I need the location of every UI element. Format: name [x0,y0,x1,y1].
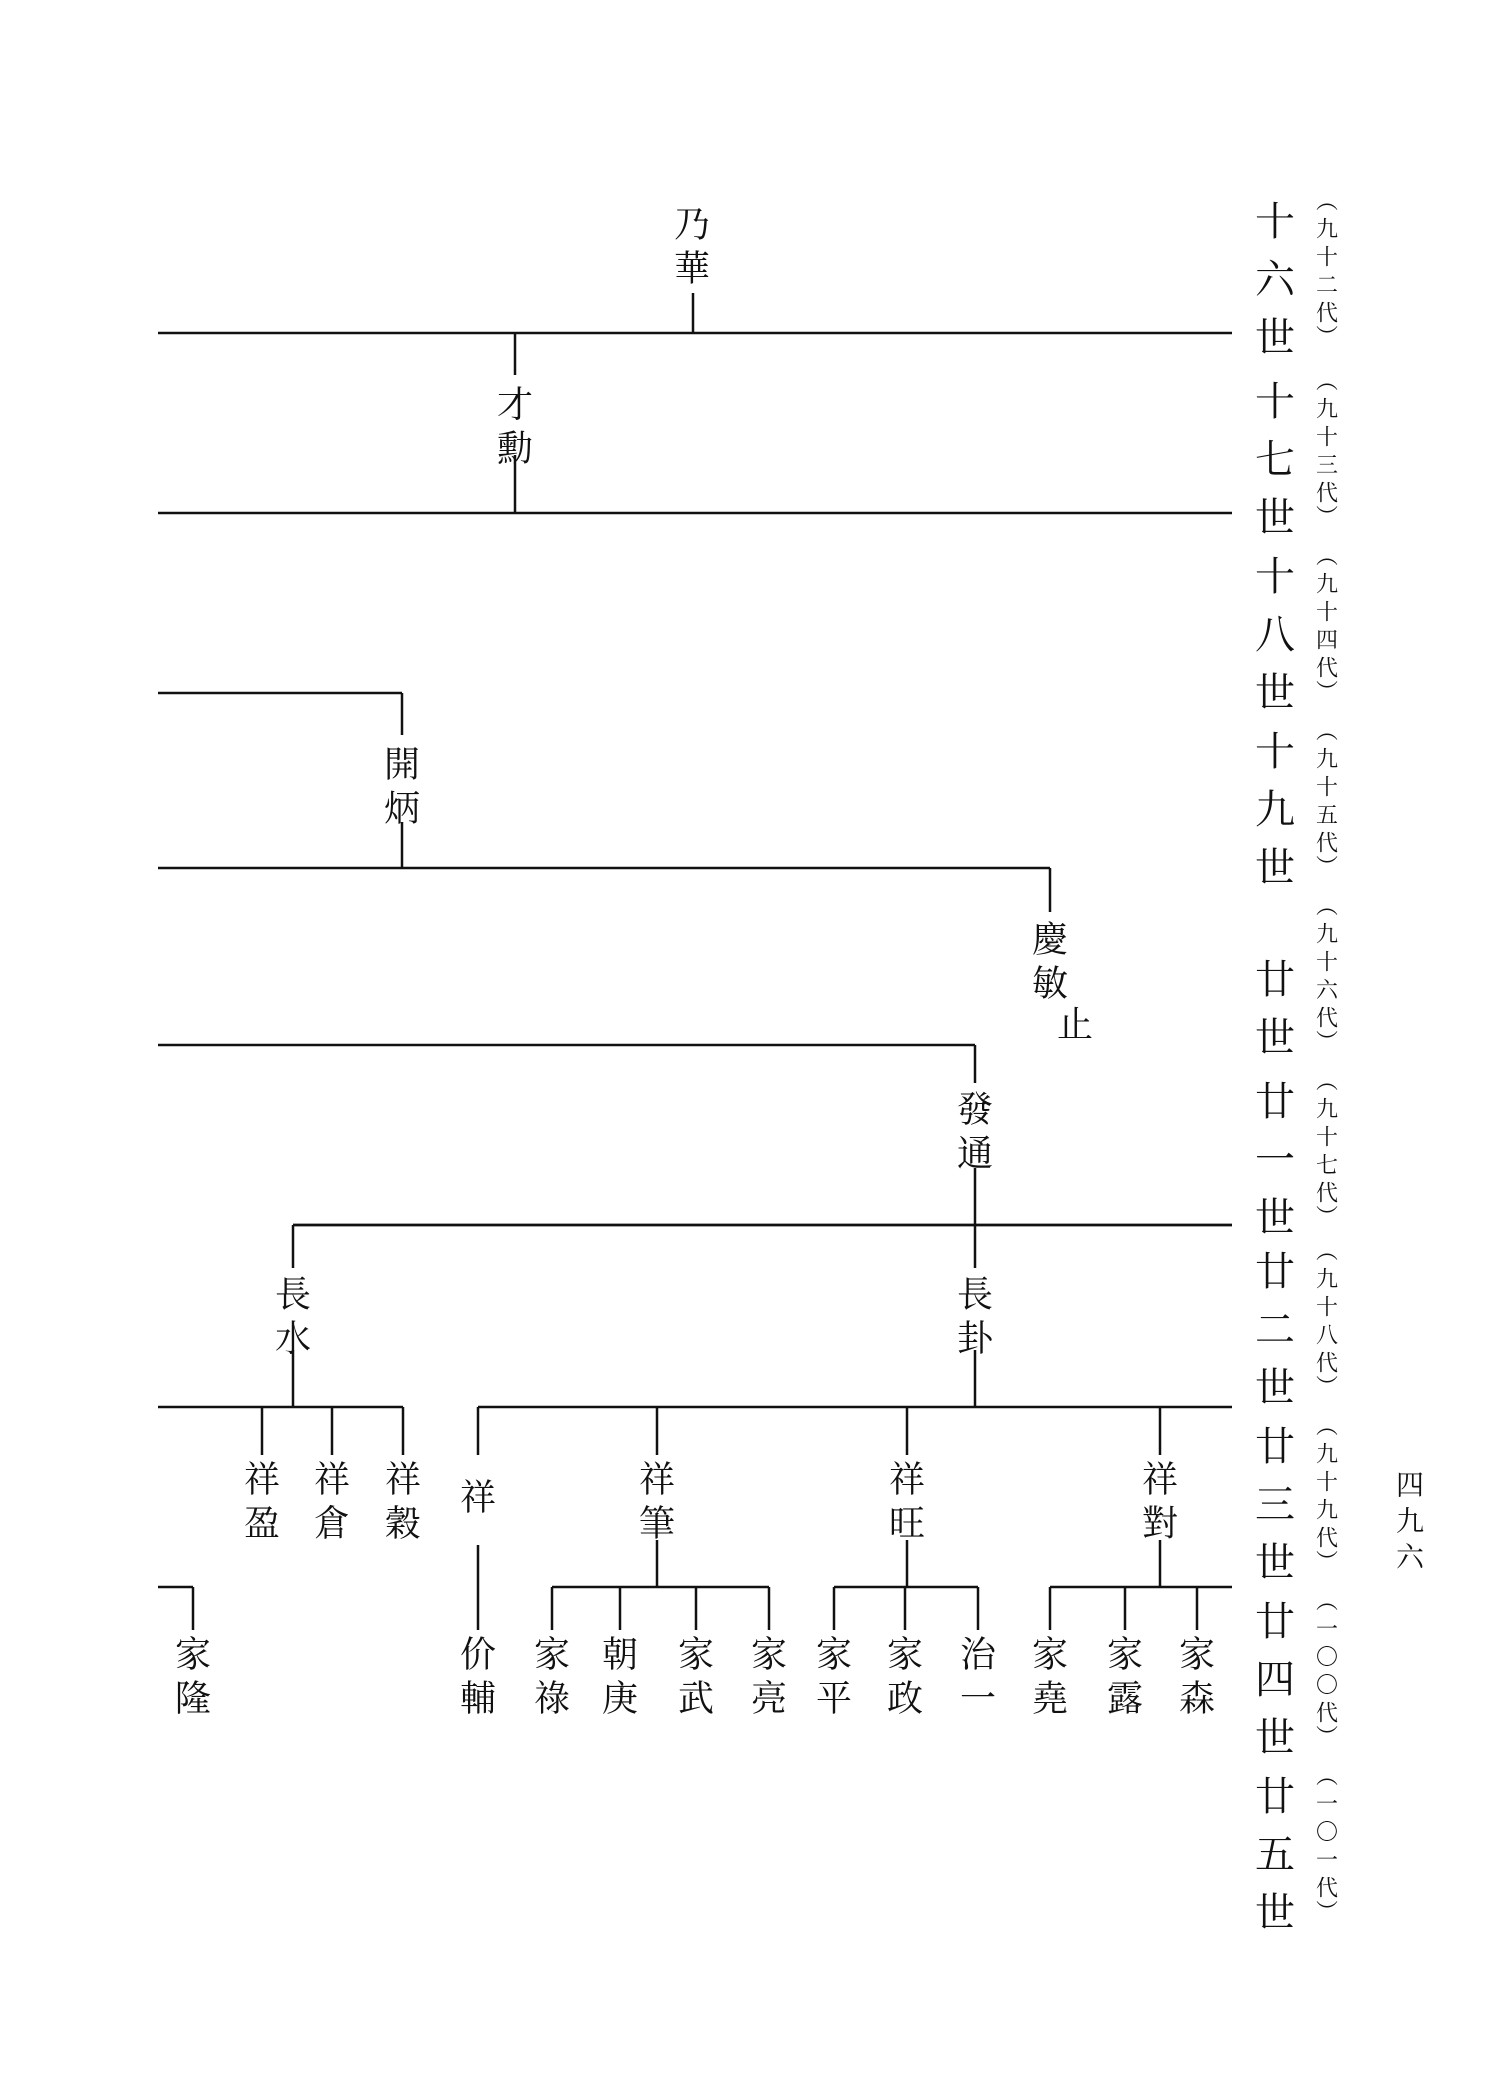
member-name [384,745,420,830]
paren-close [1316,1206,1338,1231]
member-name-char: 家 [1031,1634,1069,1676]
dai-text-char: 〇 [1315,1820,1339,1846]
generation-label-char: 世 [1255,1540,1295,1586]
dai-text-char: 十 [1315,1295,1339,1321]
paren-open-char: ︵ [1315,369,1339,395]
dai-text-char: 五 [1315,803,1339,829]
member-name [751,1635,787,1720]
member-name-char: 朝 [601,1634,639,1676]
member-name-char: 祥 [888,1459,926,1501]
dai-text-char: 二 [1315,273,1339,299]
paren-close-char: ︶ [1315,325,1339,351]
dai-text [1316,218,1338,327]
dai-text-char: 十 [1315,1125,1339,1151]
dai-text-char: 十 [1315,950,1339,976]
member-name-char: 長 [956,1274,994,1316]
member-name-char: 華 [673,248,711,290]
dai-text-char: 九 [1315,572,1339,598]
generation-label [1255,554,1295,716]
paren-close [1316,1901,1338,1926]
generation-dai-label [1316,370,1338,531]
generation-label-char: 廿 [1255,1249,1295,1295]
paren-open-char: ︵ [1315,1414,1339,1440]
member-name [275,1275,311,1360]
dai-text-char: 七 [1315,1153,1339,1179]
member-name-char: 長 [274,1274,312,1316]
page-number-text-char: 九 [1395,1504,1425,1538]
member-name [889,1460,925,1545]
generation-label-char: 世 [1255,1365,1295,1411]
generation-label-char: 十 [1255,729,1295,775]
generation-label-char: 十 [1255,379,1295,425]
generation-dai-label [1316,895,1339,1056]
member-name-char: 穀 [384,1503,422,1545]
generation-label-char: 廿 [1255,1424,1295,1470]
member-name-char: 家 [886,1634,924,1676]
generation-label [1255,1599,1295,1761]
generation-dai-label [1316,190,1338,351]
paren-open-char: ︵ [1315,1069,1339,1095]
dai-text-char: 九 [1315,1498,1339,1524]
generation-label-char: 世 [1255,1195,1295,1241]
dai-text [1316,398,1338,507]
generation-label-char: 九 [1255,787,1295,833]
member-name [314,1460,350,1545]
dai-text-char: 代 [1315,831,1339,857]
member-name [957,1090,993,1175]
dai-text-char: 九 [1315,747,1339,773]
dai-text-char: 十 [1315,775,1339,801]
member-name-char: 祥 [638,1459,676,1501]
member-name-char: 祥 [459,1477,497,1519]
member-name-char: 發 [956,1089,994,1131]
member-name-char: 盈 [243,1503,281,1545]
dai-text-char: 代 [1315,301,1339,327]
dai-text-char: 代 [1315,1876,1339,1902]
member-name-char: 祥 [1141,1459,1179,1501]
paren-close-char: ︶ [1315,1030,1339,1056]
member-name-char: 開 [383,744,421,786]
member-name [244,1460,280,1545]
member-name-char: 家 [1106,1634,1144,1676]
member-name-char: 輔 [459,1678,497,1720]
generation-label-char: 六 [1255,257,1295,303]
dai-text-char: 九 [1315,397,1339,423]
member-name-char: 通 [956,1133,994,1175]
lineage-lines [158,293,1232,1630]
generation-label [1255,957,1295,1061]
dai-text-char: 十 [1315,245,1339,271]
member-name [887,1635,923,1720]
paren-close-char: ︶ [1315,1725,1339,1751]
generation-dai-label [1316,1070,1338,1231]
paren-close-char: ︶ [1315,1550,1339,1576]
member-name [960,1635,997,1720]
generation-label [1255,199,1296,361]
member-name-char: 炳 [383,788,421,830]
generation-labels [1255,190,1339,1937]
generation-label-char: 二 [1255,1307,1295,1353]
member-name [602,1635,638,1720]
dai-text-char: 九 [1315,922,1339,948]
generation-label-char: 八 [1255,612,1295,658]
member-name-char: 平 [815,1678,853,1720]
member-name-char: 祥 [243,1459,281,1501]
generation-label-char: 四 [1255,1657,1295,1703]
member-name [1142,1460,1178,1545]
generation-label-char: 三 [1255,1482,1295,1528]
member-name-char: 水 [274,1318,312,1360]
dai-text [1316,1098,1338,1207]
member-name-char: 家 [815,1634,853,1676]
member-name-char: 倉 [313,1503,351,1545]
member-name-char: 勳 [496,428,534,470]
dai-text-char: 九 [1315,1097,1339,1123]
member-name [1179,1635,1215,1720]
generation-label-char: 世 [1255,670,1295,716]
paren-close [1316,1551,1338,1576]
member-name-char: 森 [1178,1678,1216,1720]
paren-open [1316,1070,1338,1095]
generation-label-char: 世 [1255,1715,1295,1761]
member-name-char: 祥 [384,1459,422,1501]
paren-close-char: ︶ [1315,1375,1339,1401]
paren-open [1316,1240,1338,1265]
member-name-char: 乃 [673,204,711,246]
generation-label [1255,1079,1295,1241]
paren-close [1316,326,1338,351]
paren-open [1316,190,1338,215]
generation-dai-label [1316,720,1338,881]
member-name-char: 慶 [1031,919,1069,961]
generation-label-char: 廿 [1255,1599,1295,1645]
generation-dai-label [1316,1765,1338,1926]
paren-close [1316,856,1338,881]
generation-label-char: 廿 [1255,1774,1295,1820]
paren-close [1316,506,1338,531]
dai-text-char: 代 [1315,481,1339,507]
member-name-char: 治 [959,1634,997,1676]
dai-text-char: 九 [1315,1267,1339,1293]
member-name-char: 對 [1141,1503,1179,1545]
generation-label-char: 五 [1255,1832,1295,1878]
dai-text [1316,1443,1338,1552]
member-name [1032,920,1068,1005]
member-name [460,1635,496,1720]
member-name-char: 祿 [533,1678,571,1720]
paren-open [1316,370,1338,395]
member-name-char: 才 [496,384,534,426]
dai-text-char: 四 [1315,628,1339,654]
member-name-char: 家 [1178,1634,1216,1676]
member-name [175,1635,211,1720]
generation-label-char: 一 [1255,1137,1295,1183]
generation-dai-label [1316,1590,1338,1751]
paren-close [1316,1376,1338,1401]
paren-close [1316,681,1338,706]
generation-label [1255,1424,1295,1586]
page-number-text [1396,1469,1425,1574]
member-name [1057,1005,1093,1046]
dai-text-char: 十 [1315,600,1339,626]
dai-text-char: 九 [1315,217,1339,243]
paren-close-char: ︶ [1315,1205,1339,1231]
generation-label-char: 世 [1255,845,1295,891]
member-name [460,1478,496,1519]
paren-close-char: ︶ [1315,680,1339,706]
paren-close-char: ︶ [1315,855,1339,881]
member-name [678,1635,714,1720]
paren-open-char: ︵ [1315,189,1339,215]
member-name-char: 堯 [1031,1678,1069,1720]
dai-text-char: 三 [1315,453,1339,479]
paren-open-char: ︵ [1315,719,1339,745]
generation-label [1255,729,1295,891]
generation-label-char: 十 [1255,554,1295,600]
paren-close-char: ︶ [1315,1900,1339,1926]
member-name-char: 亮 [750,1678,788,1720]
generation-label-char: 世 [1255,315,1295,361]
member-names [175,205,1215,1720]
generation-label-char: 世 [1255,1015,1295,1061]
paren-open-char: ︵ [1315,1239,1339,1265]
member-name-char: 武 [677,1678,715,1720]
paren-close [1316,1726,1338,1751]
generation-dai-label [1316,1415,1338,1576]
generation-label-char: 世 [1255,1890,1295,1936]
dai-text-char: 〇 [1315,1673,1339,1699]
member-name-char: 祥 [313,1459,351,1501]
dai-text-char: 〇 [1315,1645,1339,1671]
generation-label-char: 十 [1255,199,1295,245]
member-name-char: 止 [1056,1004,1094,1046]
member-name-char: 筆 [638,1503,676,1545]
dai-text-char: 代 [1315,656,1339,682]
paren-open-char: ︵ [1315,894,1339,920]
member-name-char: 家 [533,1634,571,1676]
member-name-char: 家 [174,1634,212,1676]
generation-label-char: 廿 [1255,1079,1295,1125]
member-name-char: 敏 [1031,963,1069,1005]
member-name [674,205,710,290]
member-name [816,1635,852,1720]
member-name-char: 一 [959,1678,997,1720]
dai-text-char: 代 [1315,1006,1339,1032]
member-name [1032,1635,1068,1720]
member-name-char: 家 [750,1634,788,1676]
paren-open-char: ︵ [1315,544,1339,570]
dai-text [1316,1618,1338,1727]
generation-label-char: 七 [1255,437,1295,483]
generation-label-char: 世 [1255,495,1295,541]
page-number-text-char: 六 [1395,1540,1425,1574]
dai-text-char: 六 [1315,978,1339,1004]
page-number [1396,1469,1425,1574]
member-name-char: 隆 [174,1678,212,1720]
generation-label [1255,1774,1295,1936]
dai-text [1316,573,1338,682]
dai-text-char: 代 [1315,1701,1339,1727]
generation-label [1255,379,1295,541]
paren-open-char: ︵ [1315,1589,1339,1615]
generation-label-char: 廿 [1255,957,1295,1003]
dai-text-char: 代 [1315,1526,1339,1552]
paren-open [1316,1590,1338,1615]
member-name [1107,1635,1143,1720]
member-name-char: 露 [1106,1678,1144,1720]
member-name-char: 价 [459,1634,497,1676]
dai-text-char: 八 [1315,1323,1339,1349]
paren-open [1316,1765,1338,1790]
member-name [497,385,533,470]
dai-text [1316,923,1339,1032]
paren-open [1316,895,1338,920]
member-name [639,1460,675,1545]
dai-text-char: 代 [1315,1351,1339,1377]
paren-open [1316,1415,1338,1440]
dai-text-char: 代 [1315,1181,1339,1207]
dai-text-char: 一 [1315,1792,1339,1818]
member-name-char: 家 [677,1634,715,1676]
member-name-char: 旺 [888,1503,926,1545]
paren-close [1316,1031,1338,1056]
member-name-char: 卦 [956,1318,994,1360]
paren-close-char: ︶ [1315,505,1339,531]
dai-text-char: 九 [1315,1442,1339,1468]
paren-open [1316,545,1338,570]
paren-open [1316,720,1338,745]
member-name-char: 庚 [601,1678,639,1720]
member-name [957,1275,994,1360]
member-name [534,1635,570,1720]
dai-text [1316,1793,1338,1902]
generation-label [1255,1249,1295,1411]
dai-text-char: 一 [1315,1617,1339,1643]
paren-open-char: ︵ [1315,1764,1339,1790]
generation-dai-label [1316,545,1338,706]
dai-text [1316,1268,1338,1377]
member-name-char: 政 [886,1678,924,1720]
dai-text [1316,748,1338,857]
member-name [385,1460,421,1545]
page-number-text-char: 四 [1395,1468,1425,1502]
dai-text-char: 一 [1315,1848,1339,1874]
dai-text-char: 十 [1315,1470,1339,1496]
generation-dai-label [1316,1240,1338,1401]
dai-text-char: 十 [1315,425,1339,451]
